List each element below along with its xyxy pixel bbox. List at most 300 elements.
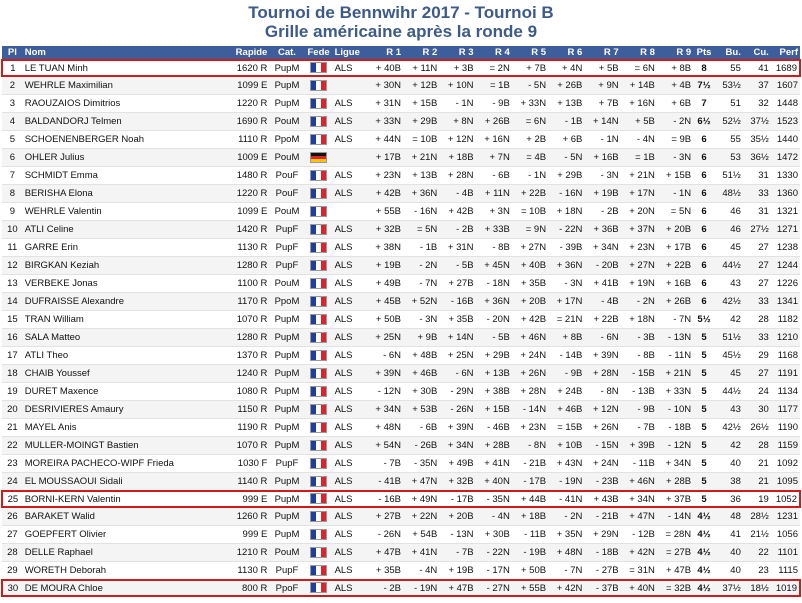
round-result: + 19B bbox=[584, 185, 620, 203]
round-result: + 18B bbox=[439, 149, 475, 167]
category-cell: PpoF bbox=[269, 580, 304, 596]
category-cell: PupM bbox=[269, 507, 304, 526]
round-result: + 15B bbox=[403, 95, 439, 113]
buchholz-cell: 55 bbox=[715, 60, 743, 76]
points-cell: 6½ bbox=[693, 113, 715, 131]
performance-cell: 1321 bbox=[771, 203, 800, 221]
header-perf: Perf bbox=[771, 46, 800, 60]
cumulative-cell: 32 bbox=[743, 95, 771, 113]
federation-cell bbox=[305, 76, 333, 95]
league-cell: ALS bbox=[333, 221, 367, 239]
federation-cell bbox=[305, 544, 333, 562]
table-row bbox=[2, 437, 800, 455]
cumulative-cell: 37½ bbox=[743, 113, 771, 131]
performance-cell: 1191 bbox=[771, 365, 800, 383]
round-result: + 16B bbox=[584, 149, 620, 167]
header-pts: Pts bbox=[693, 46, 715, 60]
cumulative-cell: 28½ bbox=[743, 507, 771, 526]
round-result: - 15N bbox=[584, 437, 620, 455]
round-result: + 30N bbox=[367, 76, 403, 95]
category-cell: PupF bbox=[269, 257, 304, 275]
round-result: + 20B bbox=[439, 507, 475, 526]
points-cell: 6 bbox=[693, 221, 715, 239]
league-cell bbox=[333, 149, 367, 167]
table-row bbox=[2, 239, 800, 257]
place-cell: 9 bbox=[2, 203, 23, 221]
round-result: + 21N bbox=[621, 167, 657, 185]
french-flag-icon bbox=[310, 386, 327, 397]
round-result: + 7B bbox=[512, 60, 548, 76]
round-result: + 46B bbox=[548, 401, 584, 419]
round-result: + 14B bbox=[621, 76, 657, 95]
round-result: + 45N bbox=[476, 257, 512, 275]
category-cell: PupM bbox=[269, 419, 304, 437]
performance-cell: 1238 bbox=[771, 239, 800, 257]
player-name: GOEPFERT Olivier bbox=[23, 526, 220, 544]
round-result: - 41B bbox=[367, 473, 403, 492]
round-result: - 5N bbox=[512, 76, 548, 95]
federation-cell bbox=[305, 311, 333, 329]
performance-cell: 1448 bbox=[771, 95, 800, 113]
round-result: + 10N bbox=[439, 76, 475, 95]
league-cell: ALS bbox=[333, 401, 367, 419]
round-result: + 34N bbox=[657, 455, 693, 473]
round-result: + 18B bbox=[512, 507, 548, 526]
federation-cell bbox=[305, 275, 333, 293]
cumulative-cell: 37 bbox=[743, 76, 771, 95]
round-result: - 13N bbox=[657, 329, 693, 347]
round-result: + 34N bbox=[439, 437, 475, 455]
points-cell: 4½ bbox=[693, 507, 715, 526]
performance-cell: 1360 bbox=[771, 185, 800, 203]
table-row bbox=[2, 401, 800, 419]
round-result: + 13B bbox=[403, 167, 439, 185]
french-flag-icon bbox=[310, 350, 327, 361]
round-result: + 15B bbox=[657, 167, 693, 185]
round-result: + 20B bbox=[657, 221, 693, 239]
round-result: + 40N bbox=[621, 580, 657, 596]
round-result: + 17B bbox=[367, 149, 403, 167]
performance-cell: 1177 bbox=[771, 401, 800, 419]
round-result: + 12B bbox=[403, 76, 439, 95]
round-result: - 46B bbox=[476, 419, 512, 437]
round-result: - 21B bbox=[584, 507, 620, 526]
performance-cell: 1159 bbox=[771, 437, 800, 455]
table-row bbox=[2, 311, 800, 329]
table-row bbox=[2, 221, 800, 239]
category-cell: PouF bbox=[269, 185, 304, 203]
player-name: OHLER Julius bbox=[23, 149, 220, 167]
performance-cell: 1341 bbox=[771, 293, 800, 311]
round-result: + 47B bbox=[367, 544, 403, 562]
league-cell: ALS bbox=[333, 347, 367, 365]
performance-cell: 1092 bbox=[771, 455, 800, 473]
cumulative-cell: 27 bbox=[743, 275, 771, 293]
performance-cell: 1271 bbox=[771, 221, 800, 239]
round-result: - 11N bbox=[657, 347, 693, 365]
round-result: + 28B bbox=[476, 437, 512, 455]
round-result: + 40N bbox=[476, 473, 512, 492]
round-result: + 17N bbox=[621, 185, 657, 203]
round-result: - 26N bbox=[367, 526, 403, 544]
league-cell: ALS bbox=[333, 95, 367, 113]
round-result: = 10B bbox=[512, 203, 548, 221]
header-round: R 5 bbox=[512, 46, 548, 60]
round-result: + 14N bbox=[584, 113, 620, 131]
federation-cell bbox=[305, 437, 333, 455]
player-name: EL MOUSSAOUI Sidali bbox=[23, 473, 220, 492]
round-result: + 44N bbox=[367, 131, 403, 149]
buchholz-cell: 43 bbox=[715, 401, 743, 419]
performance-cell: 1440 bbox=[771, 131, 800, 149]
place-cell: 18 bbox=[2, 365, 23, 383]
federation-cell bbox=[305, 149, 333, 167]
round-result: - 22N bbox=[548, 221, 584, 239]
place-cell: 5 bbox=[2, 131, 23, 149]
cumulative-cell: 23 bbox=[743, 562, 771, 581]
points-cell: 6 bbox=[693, 275, 715, 293]
round-result: = 1B bbox=[621, 149, 657, 167]
round-result: - 2B bbox=[367, 580, 403, 596]
round-result: + 8B bbox=[548, 329, 584, 347]
french-flag-icon bbox=[310, 314, 327, 325]
federation-cell bbox=[305, 221, 333, 239]
points-cell: 4½ bbox=[693, 526, 715, 544]
buchholz-cell: 48 bbox=[715, 507, 743, 526]
place-cell: 23 bbox=[2, 455, 23, 473]
round-result: + 37B bbox=[657, 491, 693, 507]
round-result: + 16N bbox=[476, 131, 512, 149]
round-result: - 17N bbox=[476, 562, 512, 581]
place-cell: 10 bbox=[2, 221, 23, 239]
rapid-rating: 1370 R bbox=[220, 347, 270, 365]
french-flag-icon bbox=[310, 565, 327, 576]
round-result: - 7B bbox=[621, 419, 657, 437]
round-result: - 2N bbox=[548, 507, 584, 526]
league-cell: ALS bbox=[333, 365, 367, 383]
category-cell: PupM bbox=[269, 473, 304, 492]
points-cell: 5 bbox=[693, 473, 715, 492]
round-result: + 39N bbox=[367, 365, 403, 383]
league-cell: ALS bbox=[333, 257, 367, 275]
round-result: + 17N bbox=[548, 293, 584, 311]
league-cell: ALS bbox=[333, 455, 367, 473]
round-result: + 41B bbox=[584, 275, 620, 293]
rapid-rating: 1210 R bbox=[220, 544, 270, 562]
french-flag-icon bbox=[310, 493, 327, 504]
round-result: + 26B bbox=[476, 113, 512, 131]
round-result: + 50B bbox=[367, 311, 403, 329]
round-result: + 5B bbox=[584, 60, 620, 76]
rapid-rating: 1280 R bbox=[220, 257, 270, 275]
round-result: + 15B bbox=[476, 401, 512, 419]
round-result: + 32B bbox=[367, 221, 403, 239]
round-result: - 27N bbox=[476, 580, 512, 596]
cumulative-cell: 19 bbox=[743, 491, 771, 507]
round-result: + 54N bbox=[367, 437, 403, 455]
rapid-rating: 1480 R bbox=[220, 167, 270, 185]
buchholz-cell: 40 bbox=[715, 562, 743, 581]
round-result: - 1N bbox=[512, 167, 548, 185]
round-result: = 5N bbox=[657, 203, 693, 221]
round-result: - 8N bbox=[584, 383, 620, 401]
performance-cell: 1472 bbox=[771, 149, 800, 167]
round-result: - 26B bbox=[403, 437, 439, 455]
french-flag-icon bbox=[310, 116, 327, 127]
cumulative-cell: 27 bbox=[743, 365, 771, 383]
cumulative-cell: 33 bbox=[743, 329, 771, 347]
buchholz-cell: 53 bbox=[715, 149, 743, 167]
french-flag-icon bbox=[310, 458, 327, 469]
league-cell: ALS bbox=[333, 167, 367, 185]
place-cell: 24 bbox=[2, 473, 23, 492]
round-result: + 36B bbox=[584, 221, 620, 239]
header-round: R 9 bbox=[657, 46, 693, 60]
player-name: SCHMIDT Emma bbox=[23, 167, 220, 185]
points-cell: 7 bbox=[693, 95, 715, 113]
table-row bbox=[2, 455, 800, 473]
performance-cell: 1019 bbox=[771, 580, 800, 596]
performance-cell: 1231 bbox=[771, 507, 800, 526]
player-name: ATLI Celine bbox=[23, 221, 220, 239]
rapid-rating: 1260 R bbox=[220, 507, 270, 526]
french-flag-icon bbox=[310, 440, 327, 451]
round-result: + 36N bbox=[403, 185, 439, 203]
cumulative-cell: 33 bbox=[743, 293, 771, 311]
place-cell: 2 bbox=[2, 76, 23, 95]
round-result: + 21N bbox=[403, 149, 439, 167]
round-result: + 39N bbox=[584, 347, 620, 365]
federation-cell bbox=[305, 257, 333, 275]
rapid-rating: 1190 R bbox=[220, 419, 270, 437]
french-flag-icon bbox=[310, 98, 327, 109]
round-result: + 9B bbox=[403, 329, 439, 347]
round-result: + 35N bbox=[548, 526, 584, 544]
round-result: - 13N bbox=[439, 526, 475, 544]
federation-cell bbox=[305, 526, 333, 544]
round-result: + 19N bbox=[621, 275, 657, 293]
round-result: + 42B bbox=[439, 203, 475, 221]
round-result: + 3B bbox=[439, 60, 475, 76]
round-result: - 12N bbox=[657, 437, 693, 455]
cumulative-cell: 21 bbox=[743, 455, 771, 473]
federation-cell bbox=[305, 473, 333, 492]
round-result: + 40B bbox=[367, 60, 403, 76]
round-result: + 22B bbox=[657, 257, 693, 275]
performance-cell: 1182 bbox=[771, 311, 800, 329]
round-result: + 38N bbox=[367, 239, 403, 257]
points-cell: 6 bbox=[693, 257, 715, 275]
table-row bbox=[2, 365, 800, 383]
round-result: + 50B bbox=[512, 562, 548, 581]
round-result: + 5B bbox=[621, 113, 657, 131]
round-result: - 14N bbox=[657, 507, 693, 526]
federation-cell bbox=[305, 401, 333, 419]
round-result: + 34N bbox=[584, 239, 620, 257]
round-result: + 6B bbox=[548, 131, 584, 149]
round-result: + 53B bbox=[403, 401, 439, 419]
round-result: + 52N bbox=[403, 293, 439, 311]
cumulative-cell: 24 bbox=[743, 383, 771, 401]
round-result: + 33B bbox=[476, 221, 512, 239]
buchholz-cell: 51 bbox=[715, 95, 743, 113]
round-result: - 23B bbox=[584, 473, 620, 492]
points-cell: 6 bbox=[693, 149, 715, 167]
round-result: + 16N bbox=[621, 95, 657, 113]
round-result: + 49N bbox=[403, 491, 439, 507]
round-result: + 11N bbox=[403, 60, 439, 76]
french-flag-icon bbox=[310, 332, 327, 343]
place-cell: 26 bbox=[2, 507, 23, 526]
round-result: + 4N bbox=[548, 60, 584, 76]
federation-cell bbox=[305, 383, 333, 401]
round-result: + 42B bbox=[367, 185, 403, 203]
french-flag-icon bbox=[310, 529, 327, 540]
round-result: + 23N bbox=[367, 167, 403, 185]
points-cell: 4½ bbox=[693, 580, 715, 596]
round-result: + 24N bbox=[512, 347, 548, 365]
league-cell: ALS bbox=[333, 275, 367, 293]
place-cell: 29 bbox=[2, 562, 23, 581]
round-result: - 9B bbox=[621, 401, 657, 419]
round-result: + 29B bbox=[476, 347, 512, 365]
league-cell: ALS bbox=[333, 544, 367, 562]
header-bu: Bu. bbox=[715, 46, 743, 60]
place-cell: 22 bbox=[2, 437, 23, 455]
category-cell: PupF bbox=[269, 455, 304, 473]
header-round: R 8 bbox=[621, 46, 657, 60]
round-result: - 2N bbox=[657, 113, 693, 131]
round-result: + 8B bbox=[657, 60, 693, 76]
buchholz-cell: 42½ bbox=[715, 293, 743, 311]
performance-cell: 1190 bbox=[771, 419, 800, 437]
round-result: - 4N bbox=[621, 131, 657, 149]
performance-cell: 1523 bbox=[771, 113, 800, 131]
round-result: + 37N bbox=[621, 221, 657, 239]
round-result: + 4B bbox=[657, 76, 693, 95]
round-result: - 2B bbox=[584, 203, 620, 221]
round-result: + 26B bbox=[657, 293, 693, 311]
round-result: + 10B bbox=[548, 437, 584, 455]
round-result: + 35B bbox=[367, 562, 403, 581]
round-result: + 33N bbox=[512, 95, 548, 113]
round-result: - 18N bbox=[476, 275, 512, 293]
rapid-rating: 1220 R bbox=[220, 185, 270, 203]
round-result: + 38B bbox=[476, 383, 512, 401]
header-rapide: Rapide bbox=[220, 46, 270, 60]
league-cell: ALS bbox=[333, 329, 367, 347]
rapid-rating: 1690 R bbox=[220, 113, 270, 131]
league-cell: ALS bbox=[333, 419, 367, 437]
category-cell: PupM bbox=[269, 329, 304, 347]
points-cell: 6 bbox=[693, 203, 715, 221]
table-row bbox=[2, 383, 800, 401]
round-result: + 41N bbox=[476, 455, 512, 473]
round-result: + 18N bbox=[548, 203, 584, 221]
federation-cell bbox=[305, 419, 333, 437]
round-result: + 12N bbox=[439, 131, 475, 149]
round-result: + 35B bbox=[512, 275, 548, 293]
round-result: - 14N bbox=[512, 401, 548, 419]
round-result: - 16N bbox=[403, 203, 439, 221]
round-result: + 29B bbox=[403, 113, 439, 131]
rapid-rating: 1110 R bbox=[220, 131, 270, 149]
league-cell: ALS bbox=[333, 491, 367, 507]
table-row bbox=[2, 419, 800, 437]
performance-cell: 1052 bbox=[771, 491, 800, 507]
header-pl: Pl bbox=[2, 46, 23, 60]
table-row bbox=[2, 257, 800, 275]
federation-cell bbox=[305, 185, 333, 203]
points-cell: 7½ bbox=[693, 76, 715, 95]
round-result: + 55B bbox=[512, 580, 548, 596]
federation-cell bbox=[305, 455, 333, 473]
round-result: + 48B bbox=[403, 347, 439, 365]
player-name: DURET Maxence bbox=[23, 383, 220, 401]
place-cell: 11 bbox=[2, 239, 23, 257]
place-cell: 3 bbox=[2, 95, 23, 113]
rapid-rating: 1130 R bbox=[220, 562, 270, 581]
round-result: + 30B bbox=[403, 383, 439, 401]
header-cat: Cat. bbox=[269, 46, 304, 60]
round-result: - 4N bbox=[476, 507, 512, 526]
category-cell: PupM bbox=[269, 311, 304, 329]
round-result: + 28N bbox=[512, 383, 548, 401]
category-cell: PouM bbox=[269, 113, 304, 131]
round-result: + 12N bbox=[584, 401, 620, 419]
performance-cell: 1607 bbox=[771, 76, 800, 95]
buchholz-cell: 51½ bbox=[715, 167, 743, 185]
french-flag-icon bbox=[310, 80, 327, 91]
federation-cell bbox=[305, 491, 333, 507]
category-cell: PupF bbox=[269, 221, 304, 239]
cumulative-cell: 28 bbox=[743, 311, 771, 329]
round-result: + 42N bbox=[548, 580, 584, 596]
round-result: - 35N bbox=[476, 491, 512, 507]
buchholz-cell: 37½ bbox=[715, 580, 743, 596]
round-result: - 10N bbox=[657, 401, 693, 419]
cumulative-cell: 21 bbox=[743, 473, 771, 492]
round-result: + 20N bbox=[621, 203, 657, 221]
round-result: - 15B bbox=[621, 365, 657, 383]
round-result: - 2N bbox=[621, 293, 657, 311]
round-result: - 7N bbox=[403, 275, 439, 293]
round-result: - 17B bbox=[439, 491, 475, 507]
round-result: - 1N bbox=[657, 185, 693, 203]
points-cell: 5 bbox=[693, 455, 715, 473]
round-result: - 19N bbox=[548, 473, 584, 492]
table-row bbox=[2, 149, 800, 167]
round-result: + 27B bbox=[367, 507, 403, 526]
category-cell: PupM bbox=[269, 383, 304, 401]
cumulative-cell: 31 bbox=[743, 203, 771, 221]
french-flag-icon bbox=[310, 547, 327, 558]
player-name: GARRE Erin bbox=[23, 239, 220, 257]
round-result: - 3N bbox=[584, 167, 620, 185]
round-result: + 28N bbox=[584, 365, 620, 383]
buchholz-cell: 38 bbox=[715, 473, 743, 492]
round-result: + 26B bbox=[548, 76, 584, 95]
federation-cell bbox=[305, 60, 333, 76]
rapid-rating: 999 E bbox=[220, 526, 270, 544]
player-name: CHAIB Youssef bbox=[23, 365, 220, 383]
round-result: + 45B bbox=[367, 293, 403, 311]
french-flag-icon bbox=[310, 62, 327, 73]
points-cell: 4½ bbox=[693, 544, 715, 562]
rapid-rating: 1140 R bbox=[220, 473, 270, 492]
round-result: - 16N bbox=[548, 185, 584, 203]
table-row bbox=[2, 491, 800, 507]
